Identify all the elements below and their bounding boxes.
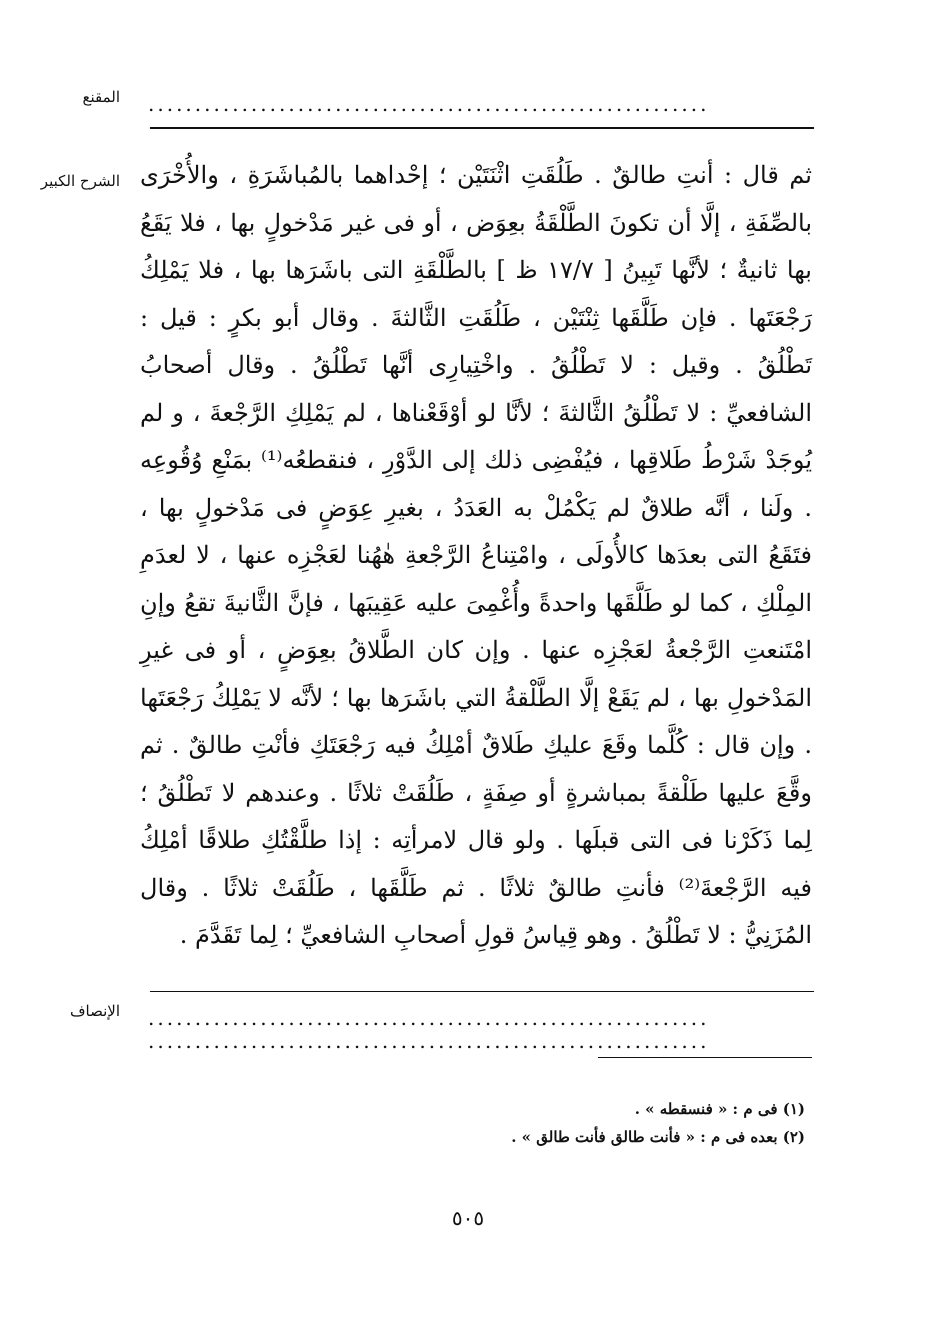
insaf-label: الإنصاف <box>69 1002 120 1020</box>
insaf-dotted-leader-2: ............................................................ <box>148 1031 710 1051</box>
header-dotted-leader: ............................................................ <box>148 94 710 114</box>
page-number: ٥٠٥ <box>451 1206 485 1230</box>
book-label: المقنع <box>82 88 120 106</box>
commentary-paragraph: ثم قال : أنتِ طالقٌ . طَلُقَتِ اثْنَتَيْن ؛ إحْداهما بالمُباشَرَةِ ، والأُخْرَى بالصِّفَةِ ، إلَّا أن تكونَ الطَّلْقَةُ بعِوَض ، أو فى غير مَدْخولٍ بها ، فلا يَقَعُ بها ثانيةٌ ؛ لأنَّها تَبِينُ [ ١٧/٧ ظ ] بالطَّلْقَةِ التى باشَرَها بها ، فلا يَمْلِكُ رَجْعَتَها . فإن طَلَّقَها ثِنْتَيْن ، طَلُقَتِ الثَّالثةَ . وقال أبو بكرٍ : قيل : تَطْلُقُ . وقيل : لا تَطْلُقُ . واخْتِيارِى أنَّها تَطْلُقُ . وقال أصحابُ الشافعيِّ : لا تَطْلُقُ الثَّالثةَ ؛ لأنَّا لو أوْقَعْناها ، لم يَمْلِكِ الرَّجْعةَ ، و لم يُوجَدْ شَرْطُ طَلاقِها ، فيُفْضِى ذلك إلى الدَّوْرِ ، فنقطعُه⁽¹⁾ بمَنْعِ وُقُوعِه . ولَنا ، أنَّه طلاقٌ لم يَكْمُلْ به العَدَدُ ، بغيرِ عِوَضٍ فى مَدْخولٍ بها ، فتَقَعُ التى بعدَها كالأُولَى ، وامْتِناعُ الرَّجْعةِ هٰهُنا لعَجْزِه عنها ، لا لعدَمِ المِلْكِ ، كما لو طَلَّقَها واحدةً وأُغْمِىَ عليه عَقِيبَها ، فإنَّ الثَّانيةَ تقعُ وإنِ امْتَنعتِ الرَّجْعةُ لعَجْزِه عنها . وإن كان الطَّلاقُ بعِوَضٍ ، أو فى غيرِ المَدْخولِ بها ، لم يَقَعْ إلَّا الطَّلْقةُ التي باشَرَها بها ؛ لأنَّه لا يَمْلِكُ رَجْعَتَها . وإن قال : كُلَّما وقَعَ عليكِ طَلاقٌ أمْلِكُ فيه رَجْعَتَكِ فأنْتِ طالقٌ . ثم وقَّعَ عليها طَلْقةً بمباشرةٍ أو صِفَةٍ ، طَلُقَتْ ثلاثًا . وعندهم لا تَطْلُقُ ؛ لِما ذَكَرْنا فى التى قبلَها . ولو قال لامرأتِه : إذا طلَّقْتُكِ طلاقًا أمْلِكُ فيه الرَّجْعةَ⁽²⁾ فأنتِ طالقٌ ثلاثًا . ثم طَلَّقَها ، طَلُقَتْ ثلاثًا . وقال المُزَنِيُّ : لا تَطْلُقُ . وهو قِياسُ قولِ أصحابِ الشافعيِّ ؛ لِما تَقَدَّمَ . <box>140 161 813 949</box>
insaf-dotted-leader-1: ............................................................ <box>148 1008 710 1028</box>
footnote-2: (٢) بعده فى م : « فأنت طالق فأنت طالق » . <box>511 1128 805 1146</box>
commentary-label: الشرح الكبير <box>40 172 120 190</box>
footnotes <box>430 1095 805 1151</box>
footnote-separator <box>598 1057 812 1058</box>
header-rule <box>150 127 814 129</box>
commentary-text <box>140 152 812 960</box>
footnote-1: (١) فى م : « فنسقطه » . <box>634 1100 805 1118</box>
insaf-top-rule <box>150 991 814 992</box>
